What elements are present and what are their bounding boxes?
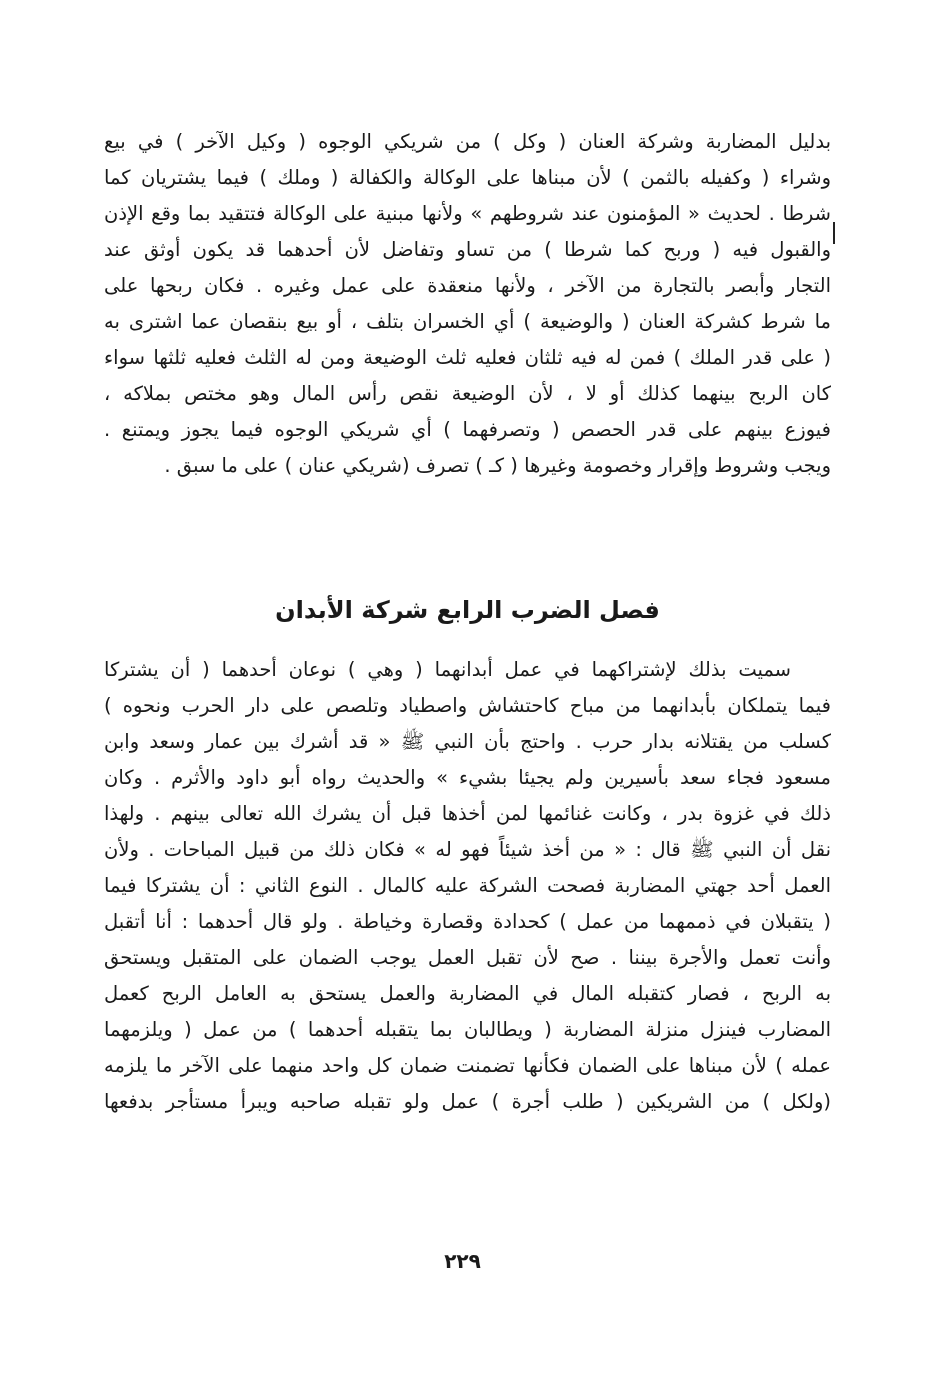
text-line: ( على قدر الملك ) فمن له فيه ثلثان فعليه ثلث الوضيعة ومن له الثلث فعليه ثلثها سواء — [104, 346, 831, 369]
text-line: مسعود فجاء سعد بأسيرين ولم يجيئا بشيء » والحديث رواه أبو داود والأثرم . وكان — [104, 766, 831, 789]
text-line: فيما يتملكان بأبدانهما من مباح كاحتشاش واصطياد وتلصص على دار الحرب ونحوه ) — [104, 694, 831, 717]
text-line: شرطا . لحديث « المؤمنون عند شروطهم » ولأنها مبنية على الوكالة فتتقيد بما وقع الإذن — [104, 202, 831, 225]
text-line: نقل أن النبي ﷺ قال : « من أخذ شيئاً فهو له » فكان ذلك من قبيل المباحات . ولأن — [104, 838, 831, 861]
text-line: ما شرط كشركة العنان ( والوضيعة ) أي الخسران بتلف ، أو بيع بنقصان عما اشترى به — [104, 310, 831, 333]
text-line: بدليل المضاربة وشركة العنان ( وكل ) من شريكي الوجوه ( وكيل الآخر ) في بيع — [104, 130, 831, 153]
text-line: ويجب وشروط وإقرار وخصومة وغيرها ( كـ ) تصرف (شريكي عنان ) على ما سبق . — [164, 454, 831, 477]
text-line: به الربح ، فصار كتقبله المال في المضاربة والعمل يستحق به العامل الربح كعمل — [104, 982, 831, 1005]
text-line: سميت بذلك لإشتراكهما في عمل أبدانهما ( وهي ) نوعان أحدهما ( أن يشتركا — [104, 658, 791, 681]
text-line: وأنت تعمل والأجرة بيننا . صح لأن تقبل العمل يوجب الضمان على المتقبل ويستحق — [104, 946, 831, 969]
section-heading: فصل الضرب الرابع شركة الأبدان — [275, 596, 660, 624]
text-line: وشراء ( وكفيله بالثمن ) لأن مبناها على الوكالة والكفالة ( وملك ) فيما يشتريان كما — [104, 166, 831, 189]
text-line: المضارب فينزل منزلة المضاربة ( ويطالبان بما يتقبله أحدهما ) من عمل ( ويلزمهما — [104, 1018, 831, 1041]
text-line: (ولكل ) من الشريكين ( طلب أجرة ) عمل ولو تقبله صاحبه ويبرأ مستأجر بدفعها — [104, 1090, 831, 1113]
page-number: ٢٢٩ — [444, 1249, 481, 1273]
text-line: فيوزع بينهم على قدر الحصص ( وتصرفهما ) أي شريكي الوجوه فيما يجوز ويمتنع . — [104, 418, 831, 441]
text-line: كسلب من يقتلانه بدار حرب . واحتج بأن النبي ﷺ « قد أشرك بين عمار وسعد وابن — [104, 730, 831, 753]
paragraph-section-two — [104, 652, 831, 1120]
text-line: ذلك في غزوة بدر ، وكانت غنائمها لمن أخذها قبل أن يشرك الله تعالى بينهم . ولهذا — [104, 802, 831, 825]
paragraph-section-one — [104, 124, 831, 484]
text-line: كان الربح بينهما كذلك أو لا ، لأن الوضيعة نقص رأس المال وهو مختص بملاكه ، — [104, 382, 831, 405]
text-line: ( يتقبلان في ذممهما من عمل ) كحدادة وقصارة وخياطة . ولو قال أحدهما : أنا أتقبل — [104, 910, 831, 933]
text-line: العمل أحد جهتي المضاربة فصحت الشركة عليه كالمال . النوع الثاني : أن يشتركا فيما — [104, 874, 831, 897]
text-line: والقبول فيه ( وربح كما شرطا ) من تساو وتفاضل لأن أحدهما قد يكون أوثق عند — [104, 238, 831, 261]
margin-mark — [833, 222, 835, 244]
text-line: التجار وأبصر بالتجارة من الآخر ، ولأنها منعقدة على عمل وغيره . فكان ربحها على — [104, 274, 831, 297]
text-line: عمله ) لأن مبناها على الضمان فكأنها تضمنت ضمان كل واحد منهما على الآخر ما يلزمه — [104, 1054, 831, 1077]
